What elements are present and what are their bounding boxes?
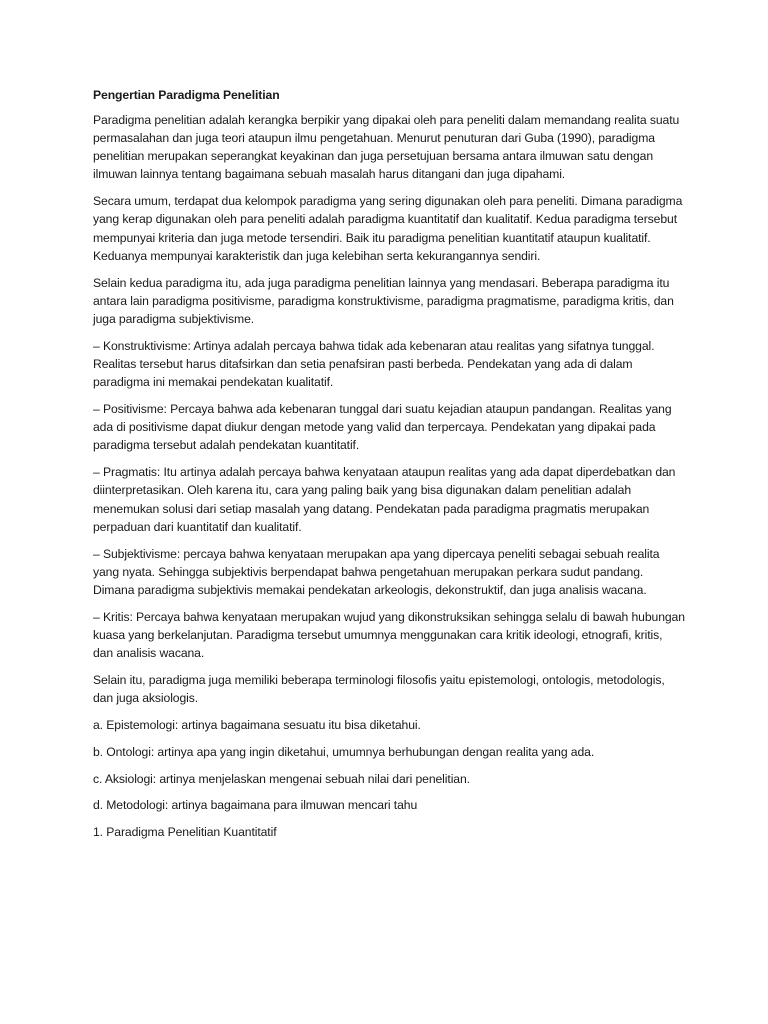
document-title: Pengertian Paradigma Penelitian	[93, 88, 280, 102]
paragraph-constructivism: – Konstruktivisme: Artinya adalah percaya bahwa tidak ada kebenaran atau realitas yang sifatnya tunggal. Realitas tersebut harus ditafsirkan dan setia penafsiran pasti berbeda. Pendekatan yang ada di dalam paradigma ini memakai pendekatan kualitatif.	[93, 338, 655, 390]
paragraph-positivism: – Positivisme: Percaya bahwa ada kebenaran tunggal dari suatu kejadian ataupun pandangan. Realitas yang ada di positivisme dapat diukur dengan metode yang valid dan terpercaya. Pendekatan yang dipakai pada paradigma tersebut adalah pendekatan kuantitatif.	[93, 401, 672, 453]
paragraph-subjectivism: – Subjektivisme: percaya bahwa kenyataan merupakan apa yang dipercaya peneliti sebagai sebuah realita yang nyata. Sehingga subjektivis berpendapat bahwa pengetahuan merupakan perkara sudut pandang. Dimana paradigma subjektivis memakai pendekatan arkeologis, dekonstruktif, dan juga analisis wacana.	[93, 546, 660, 597]
list-item-axiology: c. Aksiologi: artinya menjelaskan mengenai sebuah nilai dari penelitian.	[93, 771, 470, 786]
paragraph-critical: – Kritis: Percaya bahwa kenyataan merupakan wujud yang dikonstruksikan sehingga selalu di bawah hubungan kuasa yang berkelanjutan. Paradigma tersebut umumnya menggunakan cara kritik ideologi, etnografi, kritis, dan analisis wacana.	[93, 609, 685, 661]
paragraph-other-paradigms: Selain kedua paradigma itu, ada juga paradigma penelitian lainnya yang mendasari. Beberapa paradigma itu antara lain paradigma positivisme, paradigma konstruktivisme, paradigma pragmatisme, paradigma kritis, dan juga paradigma subjektivisme.	[93, 275, 674, 326]
paragraph-definition: Paradigma penelitian adalah kerangka berpikir yang dipakai oleh para peneliti dalam memandang realita suatu permasalahan dan juga teori ataupun ilmu pengetahuan. Menurut penuturan dari Guba (1990), paradigma penelitian merupakan seperangkat keyakinan dan juga persetujuan bersama antara ilmuwan satu dengan ilmuwan lainnya tentang bagaimana sebuah masalah harus ditangani dan juga dipahami.	[93, 112, 680, 182]
list-item-epistemology: a. Epistemologi: artinya bagaimana sesuatu itu bisa diketahui.	[93, 717, 421, 732]
paragraph-groups: Secara umum, terdapat dua kelompok paradigma yang sering digunakan oleh para peneliti. Dimana paradigma yang kerap digunakan oleh para peneliti adalah paradigma kuantitatif dan kualitatif. Kedua paradigma tersebut mempunyai kriteria dan juga metode tersendiri. Baik itu paradigma penelitian kuantitatif ataupun kualitatif. Keduanya mempunyai karakteristik dan juga kelebihan serta kekurangannya sendiri.	[93, 194, 683, 263]
document-body	[93, 86, 685, 850]
list-item-ontology: b. Ontologi: artinya apa yang ingin diketahui, umumnya berhubungan dengan realita yang ada.	[93, 744, 595, 759]
paragraph-terminology: Selain itu, paradigma juga memiliki beberapa terminologi filosofis yaitu epistemologi, ontologis, metodologis, dan juga aksiologis.	[93, 672, 665, 706]
section-heading-quantitative: 1. Paradigma Penelitian Kuantitatif	[93, 825, 277, 840]
list-item-methodology: d. Metodologi: artinya bagaimana para ilmuwan mencari tahu	[93, 798, 418, 813]
paragraph-pragmatism: – Pragmatis: Itu artinya adalah percaya bahwa kenyataan ataupun realitas yang ada dapat diperdebatkan dan diinterpretasikan. Oleh karena itu, cara yang paling baik yang bisa digunakan dalam penelitian adalah menemukan solusi dari setiap masalah yang datang. Pendekatan pada paradigma pragmatis merupakan perpaduan dari kuantitatif dan kualitatif.	[93, 465, 676, 534]
